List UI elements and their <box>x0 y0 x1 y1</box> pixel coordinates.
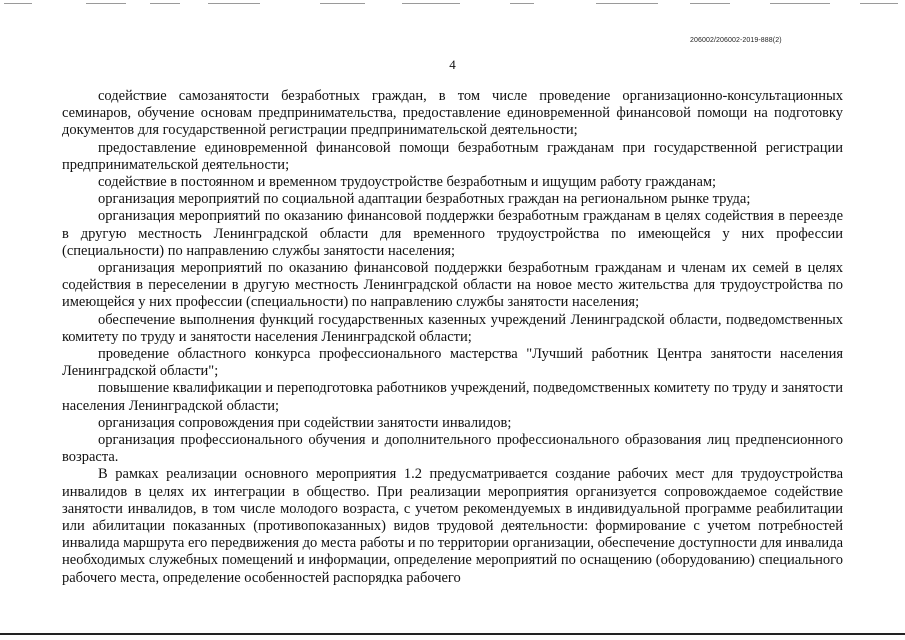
paragraph: предоставление единовременной финансовой помощи безработным гражданам при государственной регистрации предпринимательской деятельности; <box>62 139 843 173</box>
document-body <box>62 88 843 587</box>
page-number: 4 <box>449 57 456 72</box>
paragraph: содействие в постоянном и временном трудоустройстве безработным и ищущим работу гражданам; <box>98 174 717 191</box>
paragraph: В рамках реализации основного мероприятия 1.2 предусматривается создание рабочих мест для трудоустройства инвалидов в целях их интеграции в общество. При реализации мероприятия организуется сопровождаемое содействие занятости инвалидов, в том числе молодого возраста, с учетом рекомендуемых в индивидуальной программе реабилитации или абилитации показанных (противопоказанных) видов трудовой деятельности: формирование с учетом потребностей инвалида маршрута его передвижения до места работы и по территории организации, обеспечение доступности для инвалида необходимых служебных помещений и информации, определение мероприятий по оснащению (оборудованию) специального рабочего места, определение особенностей распорядка рабочего <box>62 466 844 586</box>
scan-bottom-edge <box>0 633 905 635</box>
paragraph: содействие самозанятости безработных граждан, в том числе проведение организационно-консультационных семинаров, обучение основам предпринимательства, предоставление единовременной финансовой помощи на подготовку документов для государственной регистрации предпринимательской деятельности; <box>62 88 843 139</box>
scan-top-edge <box>0 0 905 8</box>
paragraph: проведение областного конкурса профессионального мастерства "Лучший работник Центра занятости населения Ленинградской области"; <box>62 346 843 380</box>
paragraph: организация сопровождения при содействии занятости инвалидов; <box>98 414 512 431</box>
paragraph: организация мероприятий по социальной адаптации безработных граждан на региональном рынке труда; <box>98 191 751 208</box>
paragraph: повышение квалификации и переподготовка работников учреждений, подведомственных комитету по труду и занятости населения Ленинградской области; <box>62 380 843 414</box>
paragraph: организация профессионального обучения и дополнительного профессионального образования лиц предпенсионного возраста. <box>62 432 843 466</box>
paragraph: организация мероприятий по оказанию финансовой поддержки безработным гражданам в целях содействия в переезде в другую местность Ленинградской области для временного трудоустройства по имеющейся у них профессии (специальности) по направлению службы занятости населения; <box>62 208 843 259</box>
document-code: 206002/206002-2019-888(2) <box>690 37 782 44</box>
paragraph: организация мероприятий по оказанию финансовой поддержки безработным гражданам и членам их семей в целях содействия в переселении в другую местность Ленинградской области на новое место жительства для трудоустройства по имеющейся у них профессии (специальности) по направлению службы занятости населения; <box>62 260 843 311</box>
paragraph: обеспечение выполнения функций государственных казенных учреждений Ленинградской области, подведомственных комитету по труду и занятости населения Ленинградской области; <box>62 311 843 345</box>
